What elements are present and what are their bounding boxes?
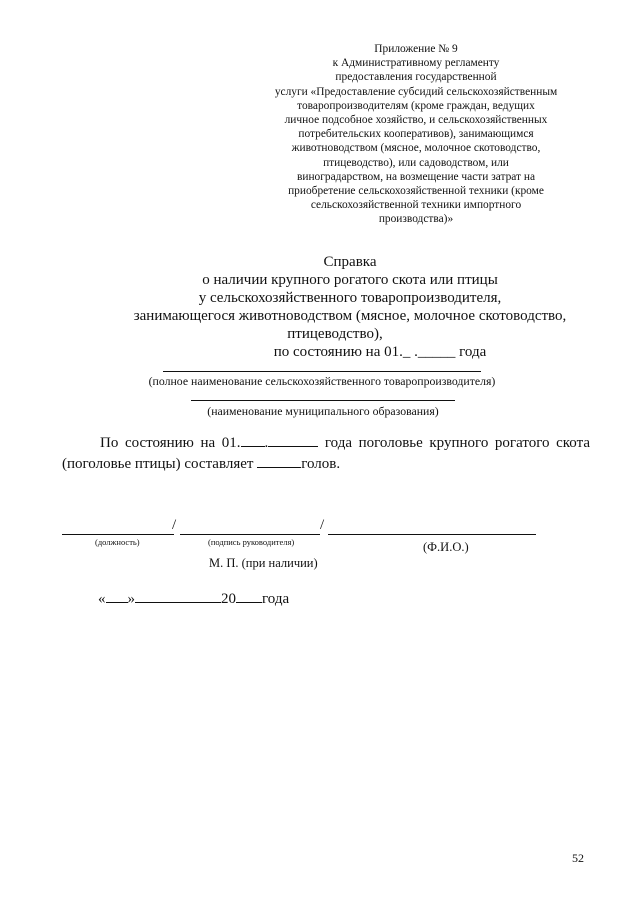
position-line bbox=[62, 534, 174, 535]
appendix-line: предоставления государственной bbox=[335, 71, 497, 84]
fio-line bbox=[328, 534, 536, 535]
producer-name-caption: (полное наименование сельскохозяйственного товаропроизводителя) bbox=[148, 374, 496, 388]
title-line: о наличии крупного рогатого скота или птицы bbox=[202, 272, 498, 288]
date-open-quote: « bbox=[98, 591, 106, 607]
appendix-line: Приложение № 9 bbox=[374, 43, 458, 55]
appendix-header bbox=[245, 42, 587, 227]
appendix-line: сельскохозяйственной техники импортного bbox=[310, 199, 522, 212]
fio-caption: (Ф.И.О.) bbox=[423, 540, 469, 554]
appendix-line: потребительских кооперативов), занимающимся bbox=[298, 128, 534, 141]
title-line: у сельскохозяйственного товаропроизводителя, bbox=[198, 290, 502, 306]
count-blank bbox=[257, 453, 301, 468]
signature-separator: / bbox=[320, 517, 325, 533]
municipality-caption: (наименование муниципального образования) bbox=[207, 404, 439, 418]
livestock-statement bbox=[62, 432, 590, 474]
stamp-label: М. П. (при наличии) bbox=[209, 556, 318, 570]
date-year-prefix: 20 bbox=[221, 591, 236, 607]
title-line: Справка bbox=[323, 254, 377, 270]
date-year-suffix: года bbox=[262, 591, 290, 607]
municipality-line bbox=[191, 400, 455, 401]
date-year-blank bbox=[236, 588, 262, 603]
date-day-blank bbox=[106, 588, 128, 603]
signature-caption: (подпись руководителя) bbox=[208, 537, 295, 547]
producer-name-line bbox=[163, 371, 481, 372]
document-title bbox=[60, 253, 640, 361]
title-line: занимающегося животноводством (мясное, молочное скотоводство, bbox=[133, 308, 567, 324]
appendix-line: к Административному регламенту bbox=[332, 57, 500, 70]
title-line: птицеводство), bbox=[287, 326, 383, 342]
appendix-line: производства)» bbox=[378, 213, 454, 226]
appendix-line: птицеводство), или садоводством, или bbox=[323, 156, 509, 169]
date-close-quote: » bbox=[127, 591, 135, 607]
appendix-line: услуги «Предоставление субсидий сельскохозяйственным bbox=[274, 85, 558, 98]
appendix-line: животноводством (мясное, молочное скотоводство, bbox=[291, 142, 541, 155]
signature-separator: / bbox=[172, 517, 177, 533]
page-number: 52 bbox=[572, 851, 584, 865]
statement-paragraph bbox=[62, 432, 590, 474]
statement-middle: года поголовье крупного рогатого скота (поголовье птицы) составляет bbox=[62, 435, 590, 472]
day-blank bbox=[241, 432, 265, 447]
document-date bbox=[98, 588, 289, 608]
signature-line bbox=[180, 534, 320, 535]
appendix-line: приобретение сельскохозяйственной техники (кроме bbox=[288, 185, 544, 198]
title-line: по состоянию на 01._ ._____ года bbox=[273, 344, 487, 360]
appendix-line: виноградарством, на возмещение части затрат на bbox=[296, 170, 536, 183]
position-caption: (должность) bbox=[95, 537, 140, 547]
date-month-blank bbox=[135, 588, 221, 603]
statement-dot: . bbox=[264, 435, 269, 451]
statement-suffix: голов. bbox=[301, 456, 341, 472]
statement-prefix: По состоянию на 01. bbox=[100, 435, 241, 451]
appendix-line: личное подсобное хозяйство, и сельскохозяйственных bbox=[284, 114, 548, 127]
appendix-line: товаропроизводителям (кроме граждан, ведущих bbox=[297, 99, 535, 112]
month-blank bbox=[268, 432, 318, 447]
